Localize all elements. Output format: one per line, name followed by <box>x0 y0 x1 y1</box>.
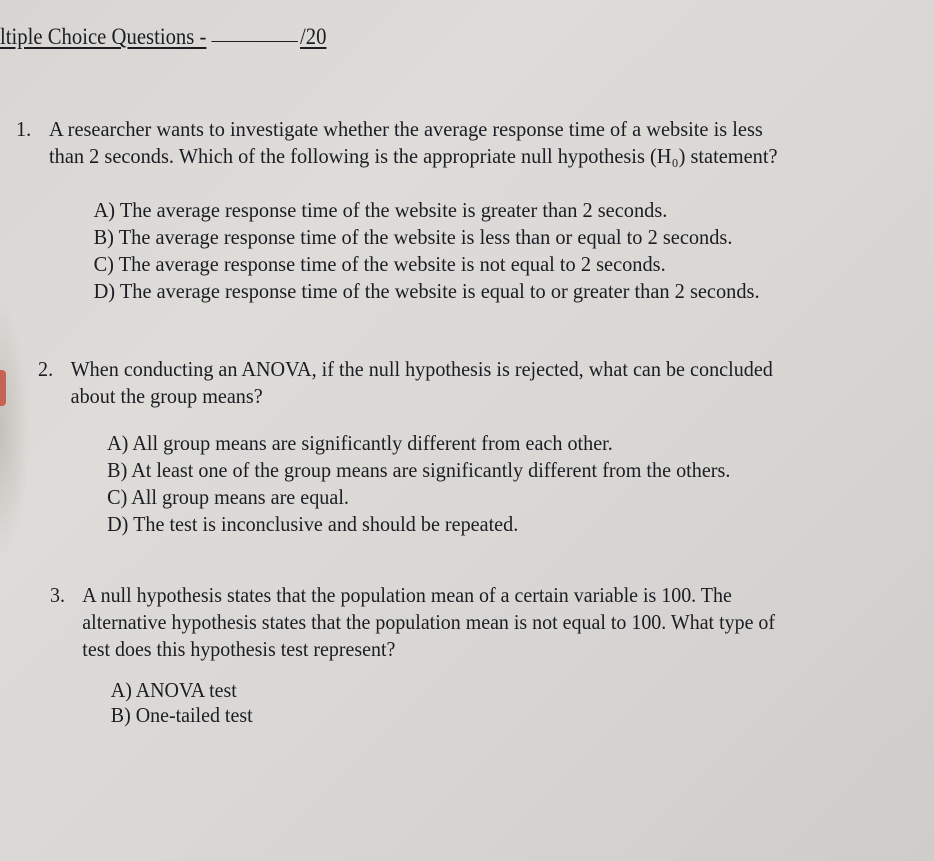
option-d[interactable]: D) The average response time of the website is equal to or greater than 2 seconds. <box>93 279 760 303</box>
question-stem <box>82 582 775 663</box>
option-a[interactable]: A) ANOVA test <box>110 678 237 702</box>
question-number: 2. <box>38 357 54 381</box>
stem-line: A researcher wants to investigate whether the average response time of a website is less <box>48 117 763 141</box>
red-mark <box>0 370 6 406</box>
question-number: 3. <box>50 583 65 607</box>
score-total: /20 <box>299 24 327 49</box>
option-d[interactable]: D) The test is inconclusive and should be repeated. <box>107 512 519 536</box>
question-stem <box>71 356 773 410</box>
stem-line: When conducting an ANOVA, if the null hypothesis is rejected, what can be concluded <box>70 357 773 381</box>
question-number: 1. <box>16 117 32 141</box>
option-c[interactable]: C) All group means are equal. <box>107 485 349 509</box>
page-shadow <box>0 300 30 560</box>
option-a[interactable]: A) The average response time of the website is greater than 2 seconds. <box>93 198 668 222</box>
question-stem <box>49 116 778 170</box>
answer-options <box>111 677 253 727</box>
answer-options <box>107 430 730 538</box>
stem-line: alternative hypothesis states that the population mean is not equal to 100. What type of <box>82 610 776 634</box>
stem-line: test does this hypothesis test represent? <box>82 637 396 661</box>
section-title: ltiple Choice Questions - <box>0 24 207 49</box>
stem-line: about the group means? <box>70 384 263 408</box>
answer-options <box>94 197 760 305</box>
option-c[interactable]: C) The average response time of the website is not equal to 2 seconds. <box>93 252 666 276</box>
option-b[interactable]: B) At least one of the group means are significantly different from the others. <box>107 458 731 482</box>
option-b[interactable]: B) The average response time of the website is less than or equal to 2 seconds. <box>93 225 733 249</box>
section-header <box>0 24 326 50</box>
stem-line: A null hypothesis states that the population mean of a certain variable is 100. The <box>82 583 732 607</box>
option-a[interactable]: A) All group means are significantly different from each other. <box>107 431 613 455</box>
option-b[interactable]: B) One-tailed test <box>110 703 253 727</box>
score-blank <box>212 41 298 42</box>
stem-line: than 2 seconds. Which of the following is the appropriate null hypothesis (H₀) statement? <box>48 144 778 168</box>
